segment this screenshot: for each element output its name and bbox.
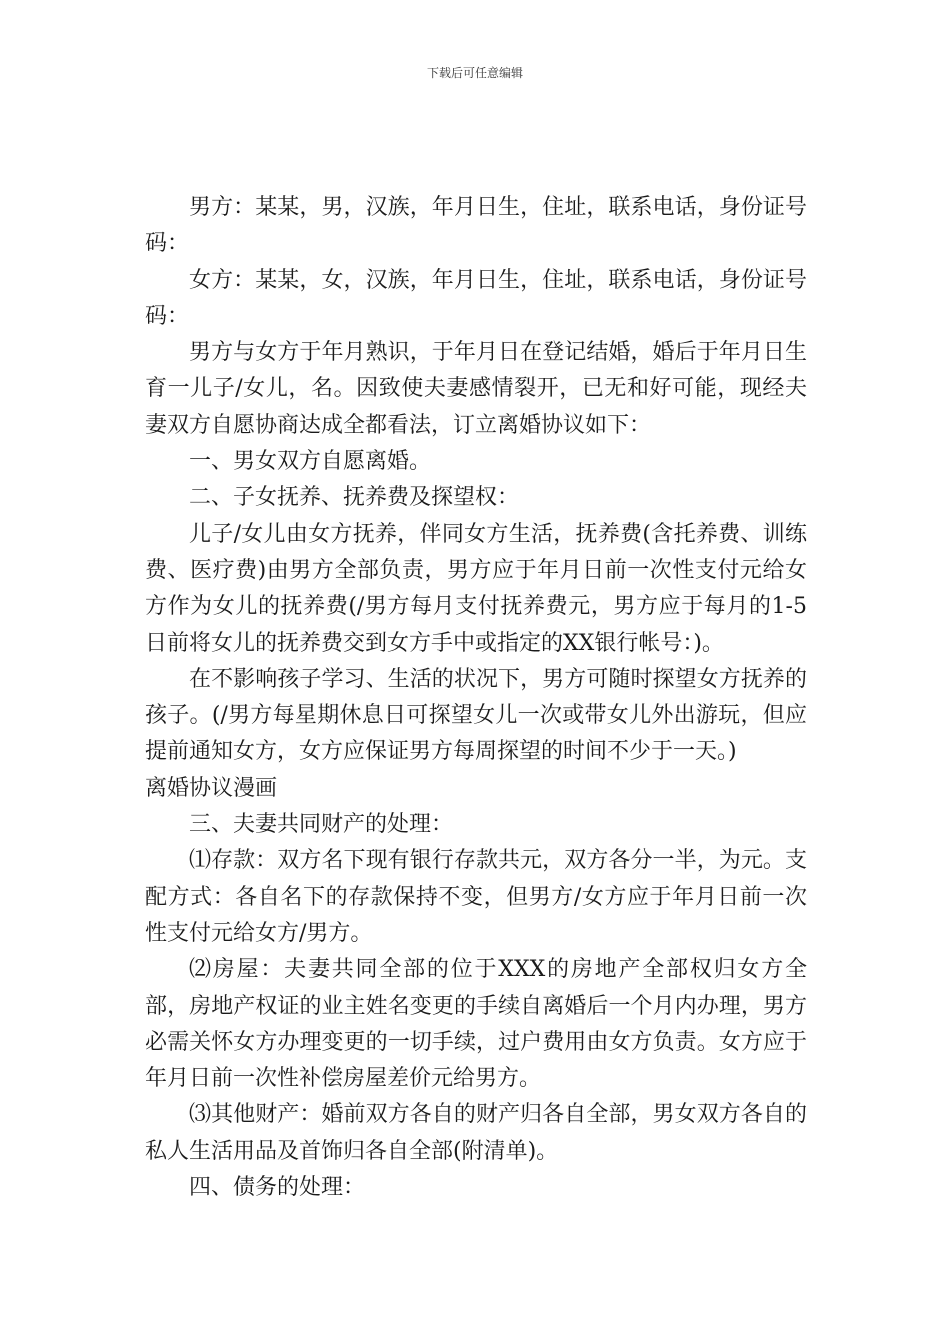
paragraph-female-party: 女方：某某，女，汉族，年月日生，住址，联系电话，身份证号码： — [145, 267, 807, 329]
section-3-heading: 三、夫妻共同财产的处理： — [189, 812, 454, 838]
document-body — [145, 190, 807, 1206]
paragraph-deposits: ⑴存款：双方名下现有银行存款共元，双方各分一半，为元。支配方式：各自名下的存款保持不变，但男方/女方应于年月日前一次性支付元给女方/男方。 — [145, 848, 807, 946]
paragraph-male-party: 男方：某某，男，汉族，年月日生，住址，联系电话，身份证号码： — [145, 195, 807, 257]
page-header: 下载后可任意编辑 — [426, 66, 523, 80]
paragraph-note: 离婚协议漫画 — [145, 775, 278, 801]
section-2-heading: 二、子女抚养、抚养费及探望权： — [189, 485, 520, 511]
paragraph-house: ⑵房屋：夫妻共同全部的位于XXX的房地产全部权归女方全部，房地产权证的业主姓名变更的手续自离婚后一个月内办理，男方必需关怀女方办理变更的一切手续，过户费用由女方负责。女方应于年月日前一次性补偿房屋差价元给男方。 — [145, 957, 807, 1092]
paragraph-other-property: ⑶其他财产：婚前双方各自的财产归各自全部，男女双方各自的私人生活用品及首饰归各自全部(附清单)。 — [145, 1102, 807, 1164]
section-1-heading: 一、男女双方自愿离婚。 — [189, 449, 432, 475]
paragraph-background: 男方与女方于年月熟识，于年月日在登记结婚，婚后于年月日生育一儿子/女儿，名。因致使夫妻感情裂开，已无和好可能，现经夫妻双方自愿协商达成全都看法，订立离婚协议如下： — [145, 340, 807, 438]
section-4-heading: 四、债务的处理： — [189, 1175, 366, 1201]
paragraph-visitation: 在不影响孩子学习、生活的状况下，男方可随时探望女方抚养的孩子。(/男方每星期休息日可探望女儿一次或带女儿外出游玩，但应提前通知女方，女方应保证男方每周探望的时间不少于一天。) — [145, 666, 807, 765]
paragraph-custody: 儿子/女儿由女方抚养，伴同女方生活，抚养费(含托养费、训练费、医疗费)由男方全部负责，男方应于年月日前一次性支付元给女方作为女儿的抚养费(/男方每月支付抚养费元，男方应于每月的1-5日前将女儿的抚养费交到女方手中或指定的XX银行帐号：)。 — [145, 521, 807, 656]
